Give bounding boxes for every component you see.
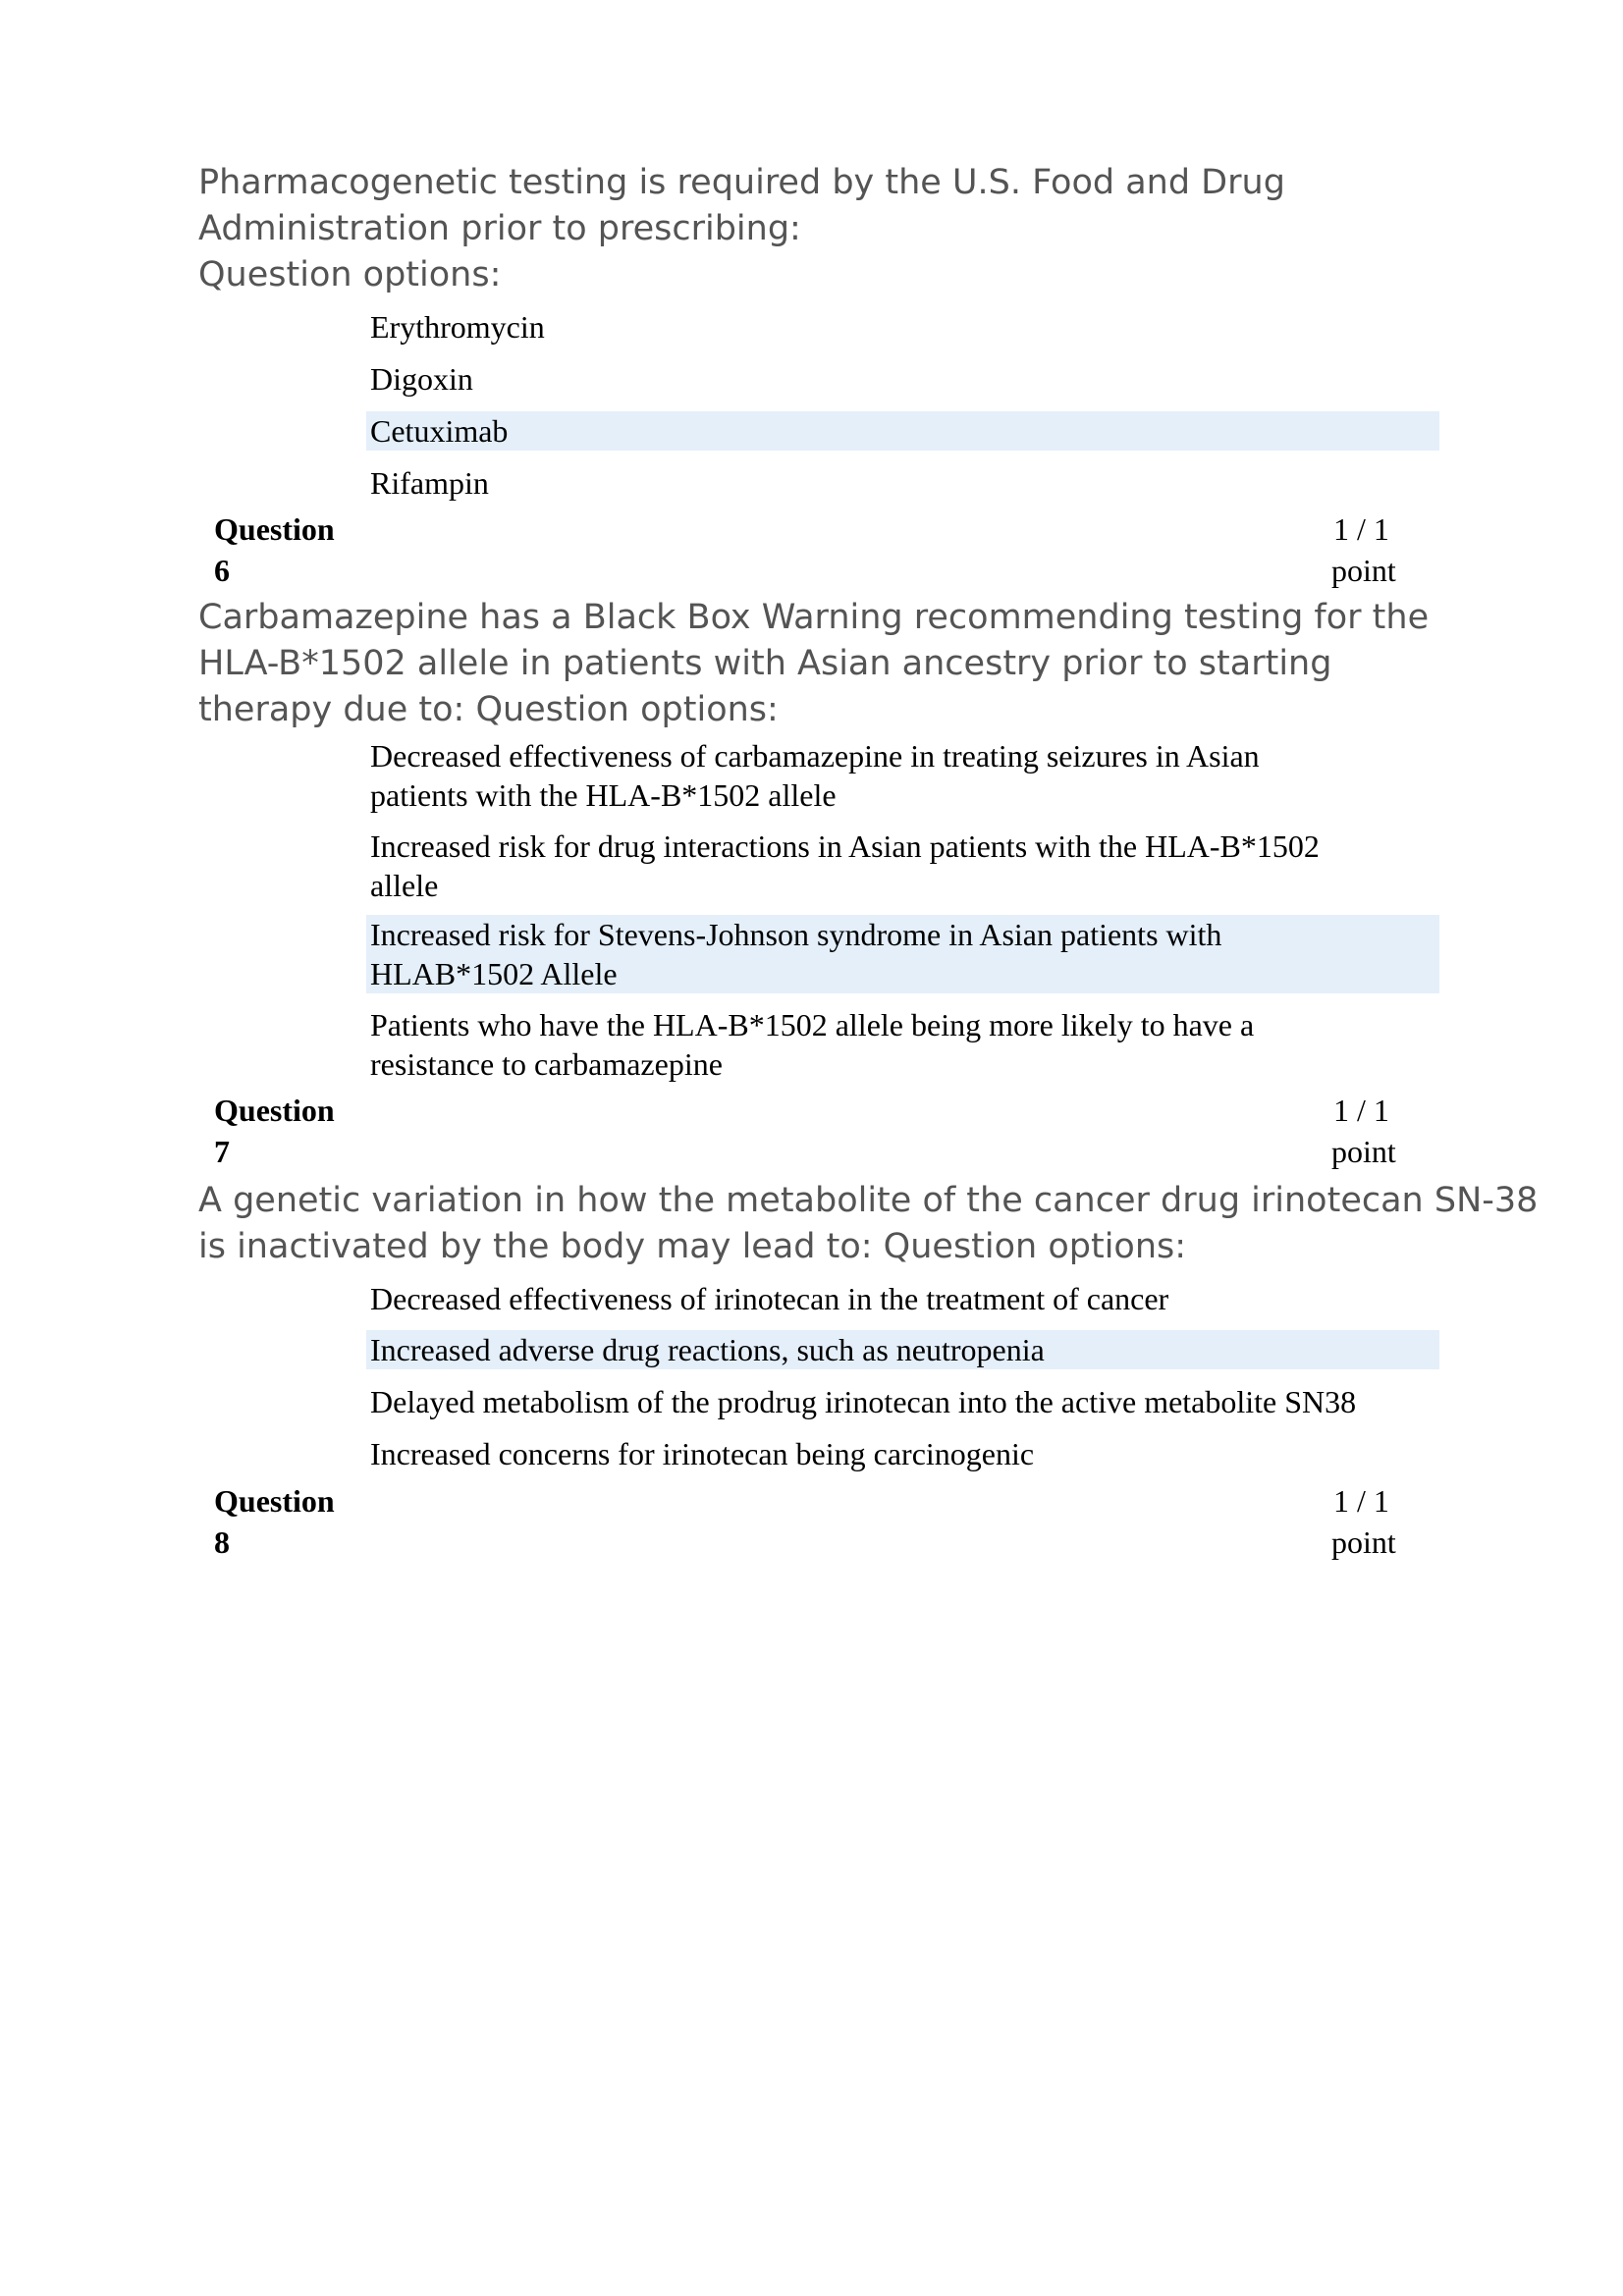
question-number: 7 <box>214 1134 230 1169</box>
option-text: allele <box>370 868 439 903</box>
question-5-prompt-line: Pharmacogenetic testing is required by the U.S. Food and Drug <box>198 163 1285 202</box>
option-text: Patients who have the HLA-B*1502 allele being more likely to have a <box>370 1007 1255 1042</box>
question-6-prompt <box>198 595 1429 733</box>
question-5-option-3-selected[interactable] <box>366 411 1439 451</box>
option-text: Delayed metabolism of the prodrug irinotecan into the active metabolite SN38 <box>370 1384 1357 1419</box>
question-6-option-4[interactable] <box>366 1005 1439 1084</box>
question-7-prompt-line: A genetic variation in how the metabolite of the cancer drug irinotecan SN-38 <box>198 1181 1539 1220</box>
question-number: 6 <box>214 553 230 588</box>
question-6-score <box>1331 508 1396 591</box>
question-label-text: Question <box>214 511 335 547</box>
question-7-option-3[interactable] <box>366 1382 1439 1421</box>
question-number: 8 <box>214 1524 230 1560</box>
question-7-prompt <box>198 1178 1538 1270</box>
question-5-prompt-line: Question options: <box>198 255 502 294</box>
option-text: Increased adverse drug reactions, such as neutropenia <box>370 1332 1045 1367</box>
question-6-option-1[interactable] <box>366 736 1439 815</box>
question-label-text: Question <box>214 1483 335 1519</box>
question-5-option-2[interactable] <box>366 359 1439 399</box>
option-text: Decreased effectiveness of carbamazepine in treating seizures in Asian <box>370 738 1260 774</box>
question-5-prompt-line: Administration prior to prescribing: <box>198 209 801 248</box>
question-6-label <box>214 508 335 591</box>
option-text: Increased risk for Stevens-Johnson syndrome in Asian patients with <box>370 917 1222 952</box>
question-7-option-1[interactable] <box>366 1279 1439 1318</box>
score-fraction: 1 / 1 <box>1333 511 1389 547</box>
option-text: resistance to carbamazepine <box>370 1046 723 1082</box>
option-text: HLAB*1502 Allele <box>370 956 618 991</box>
score-unit: point <box>1331 1134 1396 1169</box>
question-8-score <box>1331 1480 1396 1563</box>
score-unit: point <box>1331 553 1396 588</box>
option-text: Increased risk for drug interactions in Asian patients with the HLA-B*1502 <box>370 828 1320 864</box>
option-text: patients with the HLA-B*1502 allele <box>370 777 837 813</box>
question-label-text: Question <box>214 1093 335 1128</box>
option-text: Rifampin <box>370 465 489 501</box>
question-6-prompt-line: Carbamazepine has a Black Box Warning recommending testing for the <box>198 598 1430 637</box>
question-7-prompt-line: is inactivated by the body may lead to: Question options: <box>198 1227 1187 1266</box>
question-6-option-3-selected[interactable] <box>366 915 1439 993</box>
question-7-label <box>214 1090 335 1172</box>
question-5-option-4[interactable] <box>366 463 1439 503</box>
score-fraction: 1 / 1 <box>1333 1093 1389 1128</box>
option-text: Cetuximab <box>370 413 509 449</box>
question-7-option-2-selected[interactable] <box>366 1330 1439 1369</box>
option-text: Decreased effectiveness of irinotecan in the treatment of cancer <box>370 1281 1169 1316</box>
question-6-prompt-line: therapy due to: Question options: <box>198 690 779 729</box>
question-5-prompt <box>198 160 1285 298</box>
question-7-score <box>1331 1090 1396 1172</box>
question-8-label <box>214 1480 335 1563</box>
score-fraction: 1 / 1 <box>1333 1483 1389 1519</box>
score-unit: point <box>1331 1524 1396 1560</box>
question-6-prompt-line: HLA-B*1502 allele in patients with Asian ancestry prior to starting <box>198 644 1332 683</box>
question-6-option-2[interactable] <box>366 827 1439 905</box>
option-text: Digoxin <box>370 361 473 397</box>
option-text: Erythromycin <box>370 309 545 345</box>
option-text: Increased concerns for irinotecan being carcinogenic <box>370 1436 1035 1471</box>
question-5-option-1[interactable] <box>366 307 1439 347</box>
question-7-option-4[interactable] <box>366 1434 1439 1473</box>
